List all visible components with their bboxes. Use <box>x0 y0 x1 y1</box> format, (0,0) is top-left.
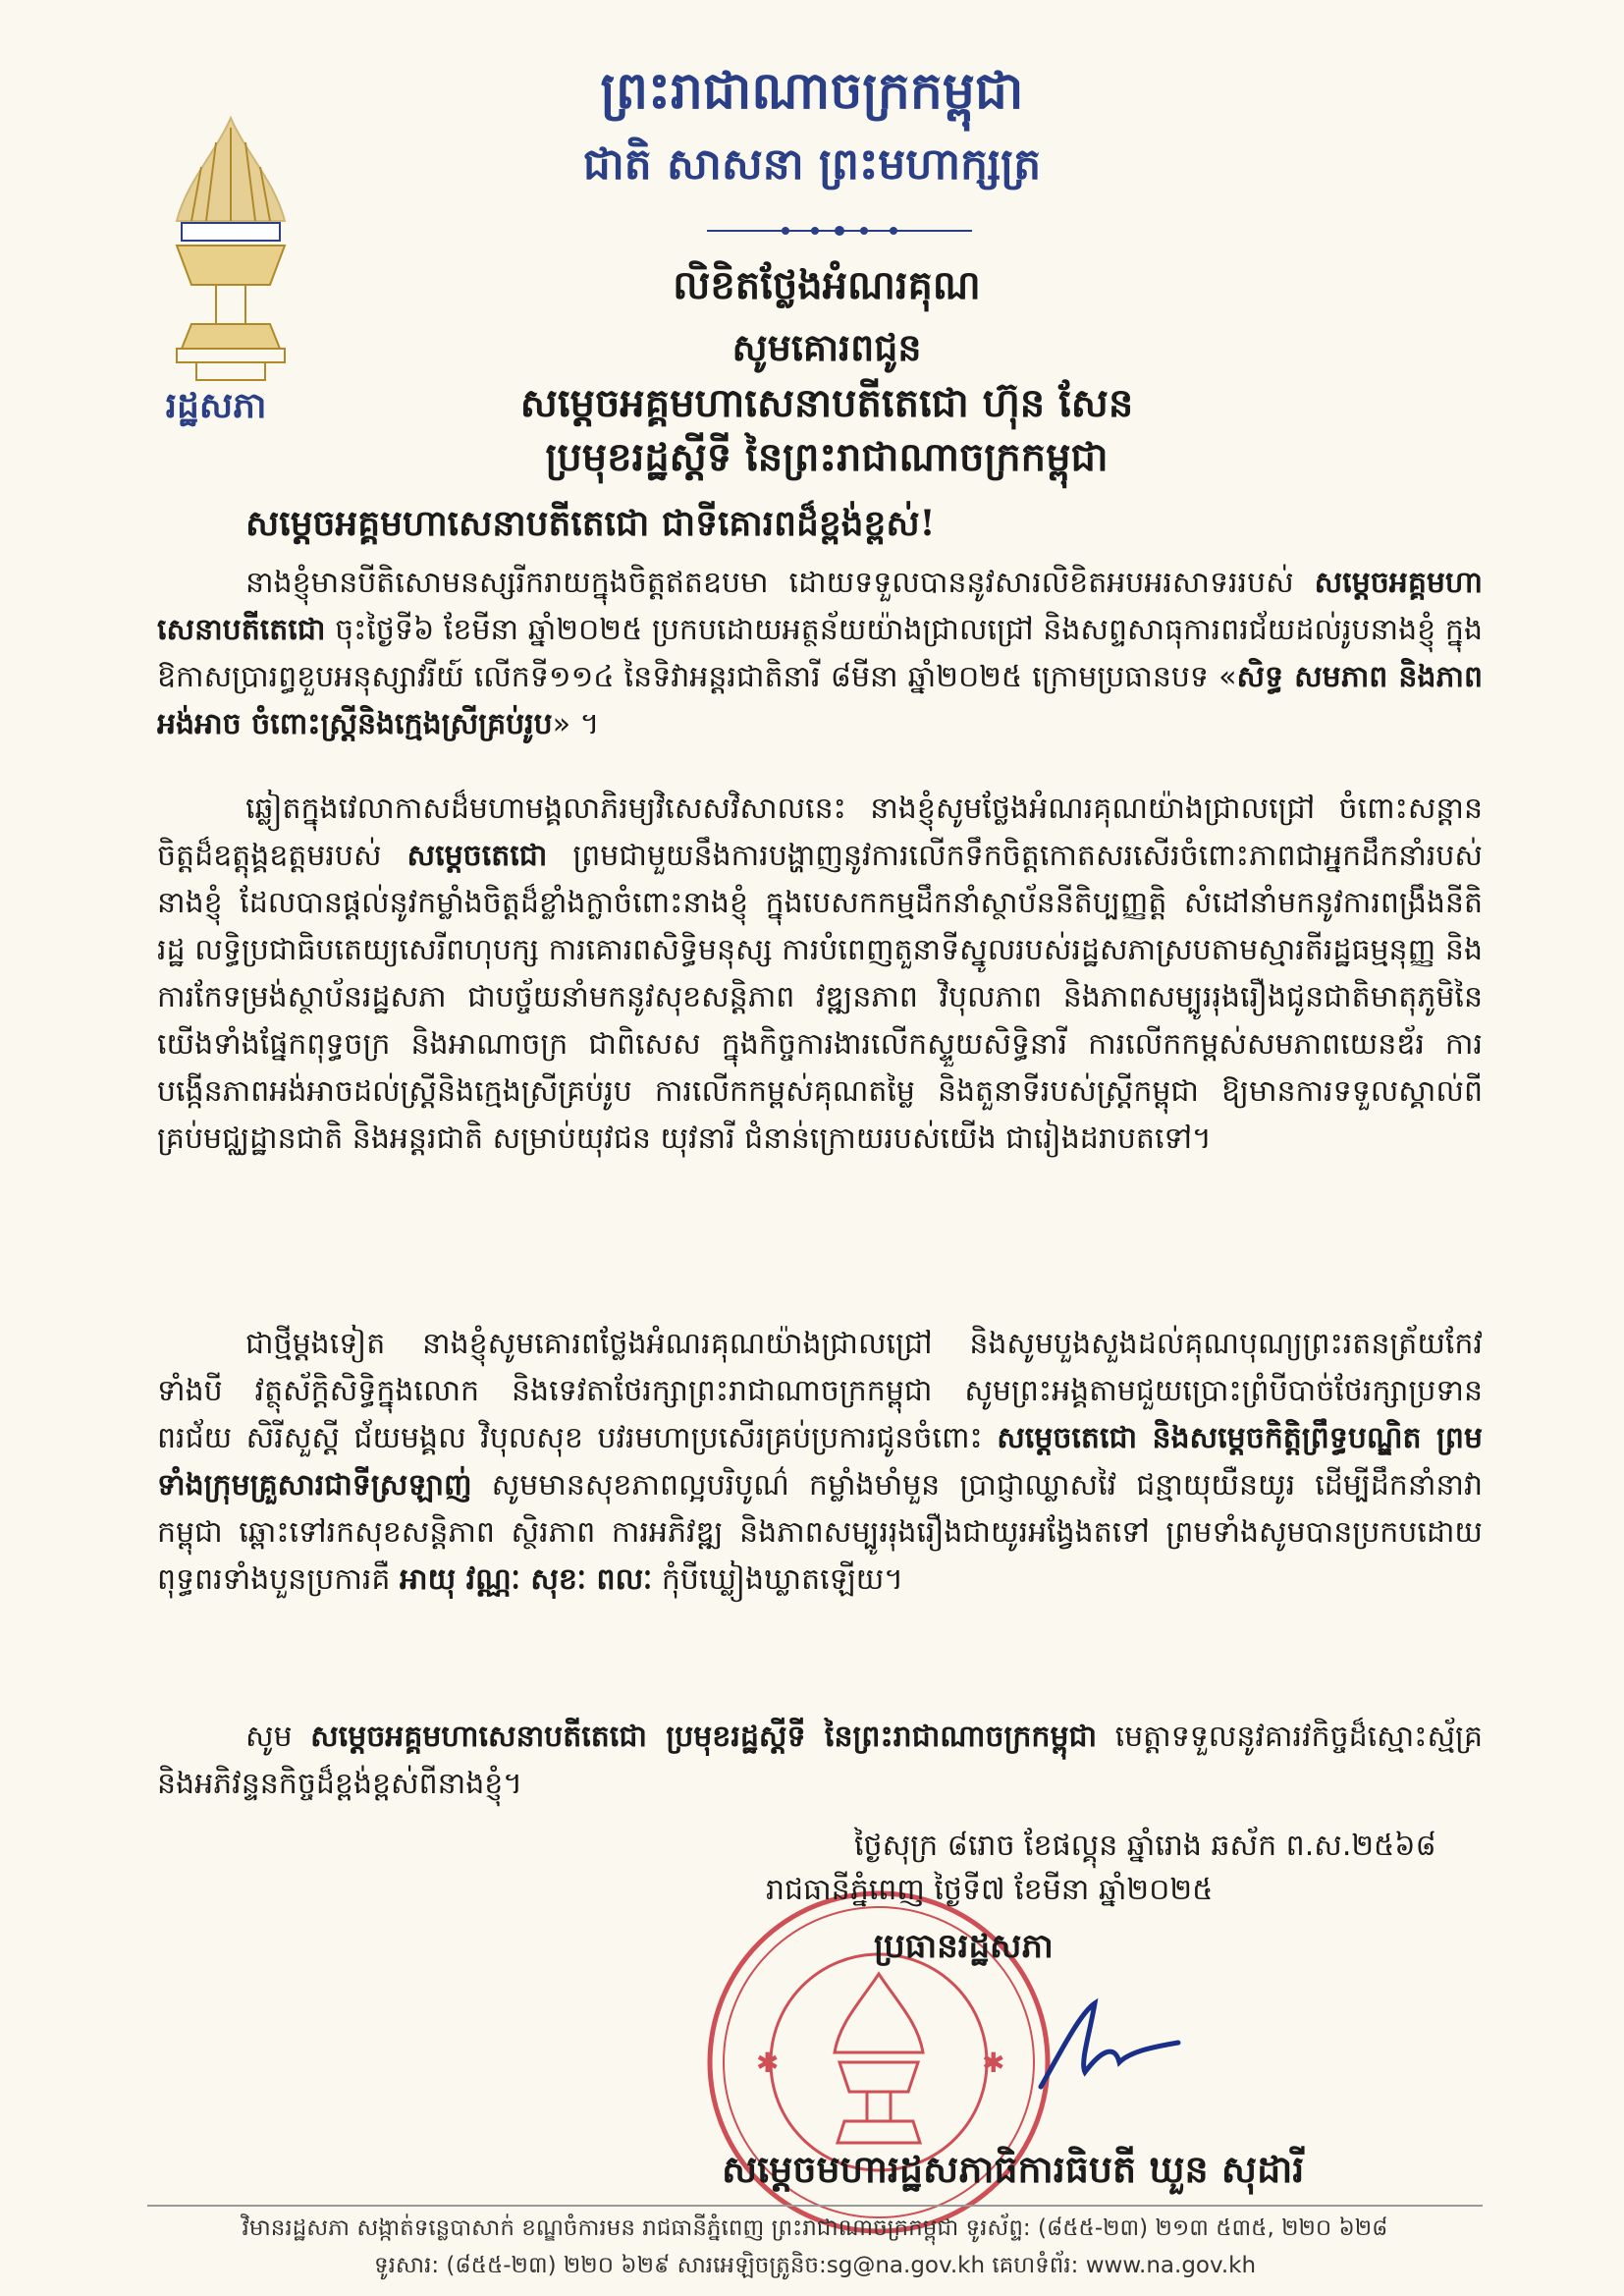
p1-text-a: នាងខ្ញុំមានបីតិសោមនស្សរីករាយក្នុងចិត្តឥតឧបមា ដោយទទួលបាននូវសារលិខិតអបអរសាទររបស់ <box>245 566 1315 600</box>
ornament-divider-icon <box>707 224 972 238</box>
p4-text-c: មេត្តាទទួលនូវគារវកិច្ចដ៏ស្មោះស្ម័គ្រ និងអភិវន្ទនកិច្ចដ៏ខ្ពង់ខ្ពស់ពីនាងខ្ញុំ។ <box>157 1720 1483 1801</box>
p3-text-e: កុំបីឃ្លៀងឃ្លាតឡើយ។ <box>652 1562 904 1597</box>
p2-text-b: សម្តេចតេជោ <box>406 839 548 873</box>
p3-text-a: ជាថ្មីម្តងទៀត នាងខ្ញុំសូមគោរពថ្លែងអំណរគុណយ៉ាងជ្រាលជ្រៅ និងសូមបួងសួងដល់គុណបុណ្យព្រះរតនត្រ័យកែវទាំងបី វត្ថុស័ក្តិសិទ្ធិក្នុងលោក និងទេវតាថែរក្សាព្រះរាជាណាចក្រកម្ពុជា សូមព្រះអង្គតាមជួយប្រោះព្រំបីបាច់ថែរក្សាប្រទានពរជ័យ សិរីសួស្តី ជ័យមង្គល វិបុលសុខ បវរមហាប្រសើរគ្រប់ប្រការជូនចំពោះ <box>157 1327 1483 1455</box>
paragraph-3 <box>157 1321 1483 1604</box>
footer-divider <box>147 2205 1483 2207</box>
p1-text-b: សម្តេចអគ្គមហាសេនាបតីតេជោ <box>157 566 1483 647</box>
kingdom-heading: ព្រះរាជាណាចក្រកម្ពុជា <box>600 61 1024 121</box>
handwritten-signature-icon <box>1021 1994 1188 2102</box>
respectful-address: សូមគោរពជូន <box>731 325 922 369</box>
p2-text-a: ឆ្លៀតក្នុងវេលាកាសដ៏មហាមង្គលាភិរម្យវិសេសវិសាលនេះ នាងខ្ញុំសូមថ្លែងអំណរគុណយ៉ាងជ្រាលជ្រៅ ចំពោះសន្តានចិត្តដ៏ឧត្តុង្គឧត្តមរបស់ <box>157 792 1483 873</box>
footer-address: វិមានរដ្ឋសភា សង្កាត់ទន្លេបាសាក់ ខណ្ឌចំការមន រាជធានីភ្នំពេញ ព្រះរាជាណាចក្រកម្ពុជា ទូរស័ព្ទ: (៨៥៥-២៣) ២១៣ ៥៣៥, ២២០ ៦២៨ <box>242 2215 1388 2241</box>
p2-text-c: ព្រមជាមួយនឹងការបង្ហាញនូវការលើកទឹកចិត្តកោតសរសើរចំពោះភាពជាអ្នកដឹកនាំរបស់នាងខ្ញុំ ដែលបានផ្តល់នូវកម្លាំងចិត្តដ៏ខ្លាំងក្លាចំពោះនាងខ្ញុំ ក្នុងបេសកកម្មដឹកនាំស្ថាប័ននីតិប្បញ្ញត្តិ សំដៅនាំមកនូវការពង្រឹងនីតិរដ្ឋ លទ្ធិប្រជាធិបតេយ្យសេរីពហុបក្ស ការគោរពសិទ្ធិមនុស្ស ការបំពេញតួនាទីស្នូលរបស់រដ្ឋសភាស្របតាមស្មារតីរដ្ឋធម្មនុញ្ញ និងការកែទម្រង់ស្ថាប័នរដ្ឋសភា ជាបច្ច័យនាំមកនូវសុខសន្តិភាព វឌ្ឍនភាព វិបុលភាព និងភាពសម្បូររុងរឿងជូនជាតិមាតុភូមិនៃយើងទាំងផ្នែកពុទ្ធចក្រ និងអាណាចក្រ ជាពិសេស ក្នុងកិច្ចការងារលើកស្ទួយសិទ្ធិនារី ការលើកកម្ពស់សមភាពយេនឌ័រ ការបង្កើនភាពអង់អាចដល់ស្ត្រីនិងក្មេងស្រីគ្រប់រូប ការលើកកម្ពស់គុណតម្លៃ និងតួនាទីរបស់ស្ត្រីកម្ពុជា ឱ្យមានការទទួលស្គាល់ពីគ្រប់មជ្ឈដ្ឋានជាតិ និងអន្តរជាតិ សម្រាប់យុវជន យុវនារី ជំនាន់ក្រោយរបស់យើង ជារៀងដរាបតទៅ។ <box>157 839 1483 1156</box>
p4-text-b: សម្តេចអគ្គមហាសេនាបតីតេជោ ប្រមុខរដ្ឋស្តីទី នៃព្រះរាជាណាចក្រកម្ពុជា <box>310 1720 1098 1754</box>
emblem-caption: រដ្ឋសភា <box>165 385 267 426</box>
signatory-name: សម្តេចមហារដ្ឋសភាធិការធិបតី ឃួន សុដារី <box>722 2147 1305 2191</box>
paragraph-2 <box>157 786 1483 1163</box>
national-motto: ជាតិ សាសនា ព្រះមហាក្សត្រ <box>582 139 1042 190</box>
signatory-title: ប្រធានរដ្ឋសភា <box>874 1927 1054 1966</box>
p3-text-c: សូមមានសុខភាពល្អបរិបូណ៌ កម្លាំងមាំមួន ប្រាជ្ញាឈ្លាសវៃ ជន្មាយុយឺនយូរ ដើម្បីដឹកនាំនាវាកម្ពុជា ឆ្ពោះទៅរកសុខសន្តិភាព ស្ថិរភាព ការអភិវឌ្ឍ និងភាពសម្បូររុងរឿងជាយូរអង្វែងតទៅ ព្រមទាំងសូមបានប្រកបដោយពុទ្ធពរទាំងបួនប្រការគឺ <box>157 1468 1483 1597</box>
paragraph-1 <box>157 560 1483 748</box>
p4-text-a: សូម <box>245 1720 311 1754</box>
svg-text:✱: ✱ <box>982 2047 1005 2079</box>
salutation: សម្តេចអគ្គមហាសេនាបតីតេជោ ជាទីគោរពដ៏ខ្ពង់ខ្ពស់! <box>245 503 936 544</box>
letter-title: លិខិតថ្លែងអំណរគុណ <box>673 262 981 308</box>
p1-theme: សិទ្ធ សមភាព និងភាពអង់អាច ចំពោះស្ត្រីនិងក្មេងស្រីគ្រប់រូប <box>157 660 1484 741</box>
recipient-position: ប្រមុខរដ្ឋស្តីទី នៃព្រះរាជាណាចក្រកម្ពុជា <box>545 434 1109 480</box>
lunar-date: ថ្ងៃសុក្រ ៨រោច ខែផល្គុន ឆ្នាំរោង ឆស័ក ព.ស.២៥៦៨ <box>854 1829 1436 1863</box>
svg-text:✱: ✱ <box>756 2047 780 2079</box>
recipient-name: សម្តេចអគ្គមហាសេនាបតីតេជោ ហ៊ុន សែន <box>519 380 1134 426</box>
p3-text-b: សម្តេចតេជោ និងសម្តេចកិត្តិព្រឹទ្ធបណ្ឌិត ព្រមទាំងក្រុមគ្រួសារជាទីស្រឡាញ់ <box>157 1421 1483 1503</box>
footer-contact: ទូរសារ: (៨៥៥-២៣) ២២០ ៦២៩ សារអេឡិចត្រូនិច:sg@na.gov.kh គេហទំព័រ: www.na.gov.kh <box>373 2253 1257 2278</box>
p1-text-c: ចុះថ្ងៃទី៦ ខែមីនា ឆ្នាំ២០២៥ ប្រកបដោយអត្ថន័យយ៉ាងជ្រាលជ្រៅ និងសព្ទសាធុការពរជ័យដល់រូបនាងខ្ញុំ ក្នុងឱកាសប្រារព្ធខួបអនុស្សាវរីយ៍ លើកទី១១៤ នៃទិវាអន្តរជាតិនារី ៨មីនា ឆ្នាំ២០២៥ ក្រោមប្រធានបទ « <box>157 613 1483 694</box>
p1-text-e: » ។ <box>552 707 600 741</box>
paragraph-4 <box>157 1714 1483 1808</box>
p3-text-d: អាយុ វណ្ណៈ សុខៈ ពលៈ <box>400 1562 653 1597</box>
solar-date: រាជធានីភ្នំពេញ ថ្ងៃទី៧ ខែមីនា ឆ្នាំ២០២៥ <box>766 1873 1214 1907</box>
